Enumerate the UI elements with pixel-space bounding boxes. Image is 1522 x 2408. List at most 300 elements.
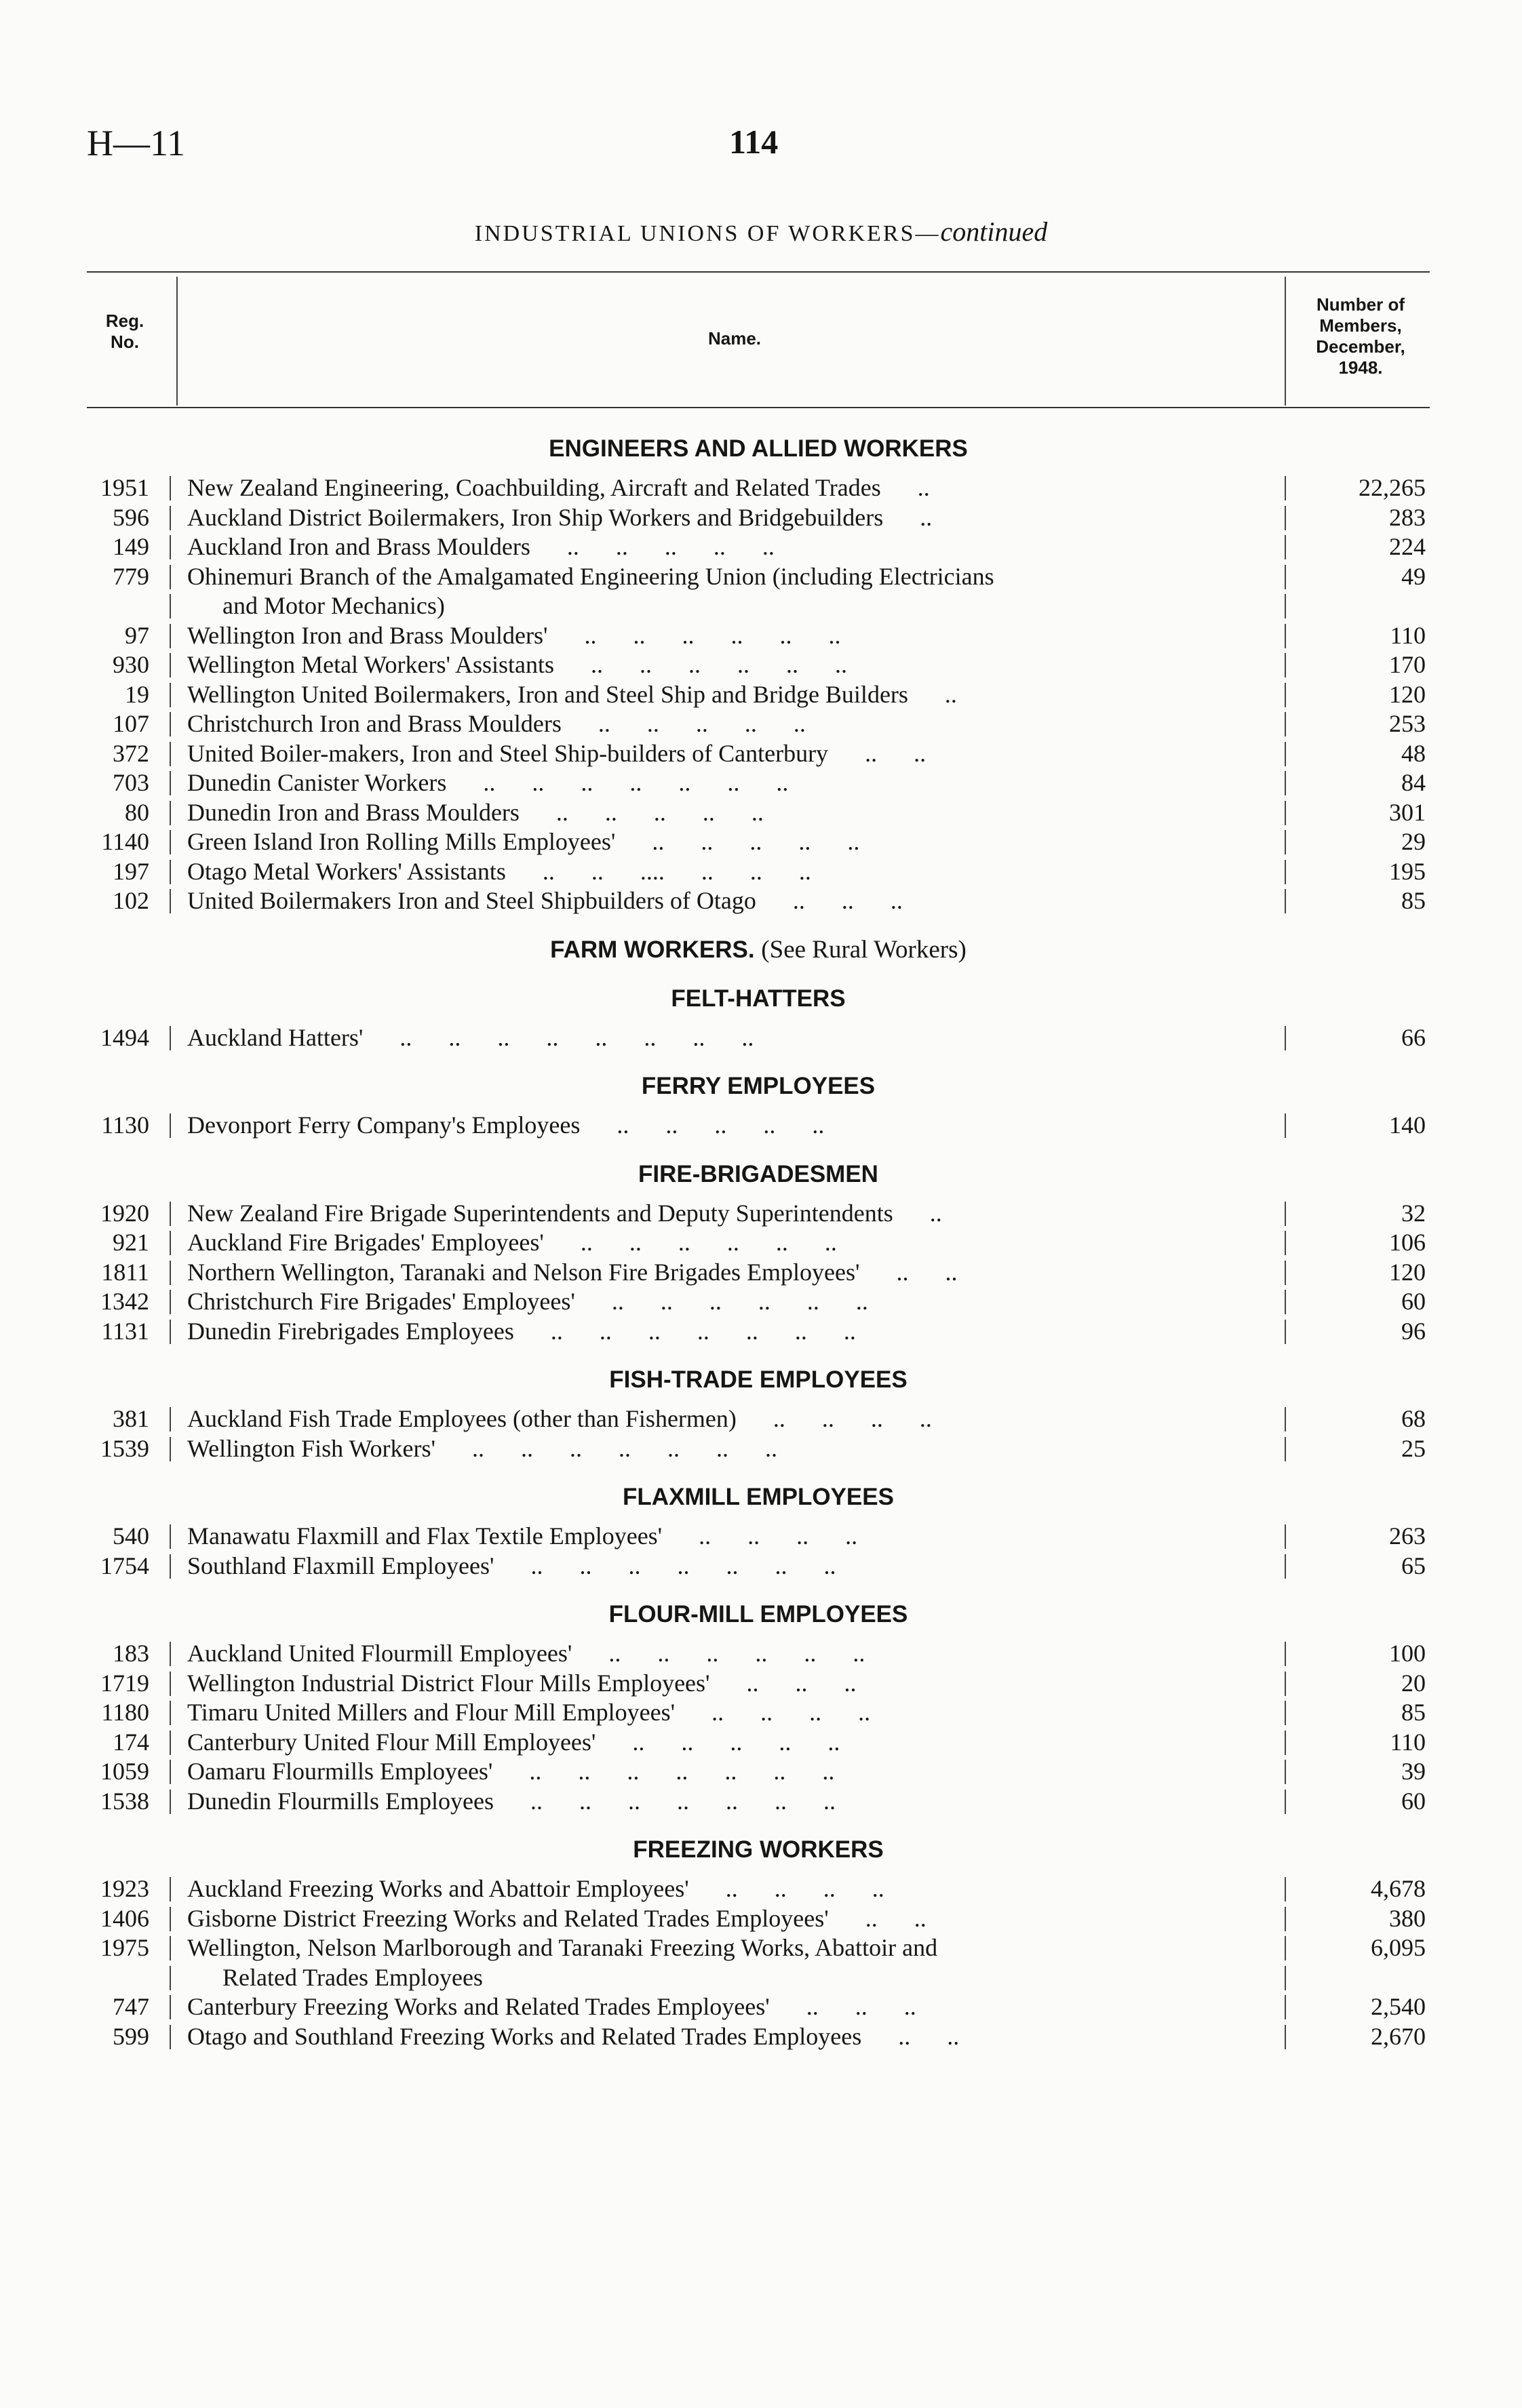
row-divider-right — [1285, 860, 1286, 884]
union-name — [187, 650, 1272, 680]
reg-number: 1811 — [101, 1258, 149, 1286]
column-header-reg-no — [87, 311, 163, 353]
table-header-rule — [87, 407, 1430, 408]
union-name-text: Dunedin Flourmills Employees — [187, 1787, 494, 1815]
member-count: 85 — [1401, 887, 1426, 914]
leader-dots: .. .. .. .. .. — [598, 710, 806, 737]
union-name-text: Devonport Ferry Company's Employees — [187, 1111, 581, 1139]
row-divider-left — [170, 1113, 171, 1138]
member-count: 68 — [1401, 1405, 1426, 1432]
section-subtitle: (See Rural Workers) — [761, 935, 967, 964]
member-count: 380 — [1389, 1904, 1426, 1932]
row-divider-left — [170, 1966, 171, 1990]
row-divider-left — [170, 476, 171, 500]
row-divider-left — [170, 1407, 171, 1432]
row-divider-left — [170, 860, 171, 884]
union-name-text: Wellington United Boilermakers, Iron and Steel Ship and Bridge Builders — [187, 680, 908, 708]
union-name — [187, 1434, 1272, 1464]
member-count: 60 — [1401, 1787, 1426, 1815]
leader-dots: .. .. .. .. .. .. .. — [529, 1758, 835, 1785]
union-name-text: Dunedin Iron and Brass Moulders — [187, 798, 520, 826]
row-divider-left — [170, 1320, 171, 1344]
union-name — [187, 857, 1272, 887]
leader-dots: .. .. .. .. — [773, 1405, 932, 1432]
table-row — [87, 739, 1430, 769]
leader-dots: .. .. .. .. .. .. .. — [483, 769, 789, 796]
member-count: 60 — [1401, 1288, 1426, 1315]
table-row — [87, 798, 1430, 828]
row-divider-left — [170, 1524, 171, 1549]
leader-dots: .. .. .... .. .. .. — [542, 857, 811, 885]
union-name-text: Wellington Fish Workers' — [187, 1434, 436, 1462]
union-name-text: Auckland Fish Trade Employees (other than Fishermen) — [187, 1405, 737, 1432]
row-divider-right — [1285, 1966, 1286, 1990]
member-count: 20 — [1401, 1669, 1426, 1697]
table-top-rule — [87, 271, 1430, 273]
section-title-text: FIRE-BRIGADESMEN — [638, 1160, 878, 1187]
row-divider-left — [170, 1731, 171, 1755]
table-row — [87, 1639, 1430, 1669]
leader-dots: .. .. .. .. .. .. — [590, 651, 847, 678]
member-count: 6,095 — [1371, 1934, 1426, 1961]
table-row — [87, 827, 1430, 857]
reg-number: 1130 — [101, 1111, 149, 1139]
section-title-text: FERRY EMPLOYEES — [641, 1073, 876, 1099]
column-header-members — [1293, 294, 1428, 378]
table-row — [87, 1317, 1430, 1347]
row-divider-left — [170, 624, 171, 648]
row-divider-right — [1285, 1437, 1286, 1461]
member-count: 25 — [1401, 1434, 1426, 1462]
section-title — [87, 984, 1430, 1014]
union-name-text: New Zealand Engineering, Coachbuilding, Aircraft and Related Trades — [187, 474, 881, 501]
column-header-members-line4: 1948. — [1338, 357, 1383, 378]
union-name — [187, 1904, 1272, 1934]
leader-dots: .. .. .. — [746, 1669, 857, 1697]
member-count: 224 — [1389, 533, 1426, 560]
reg-number: 102 — [113, 887, 149, 914]
row-divider-left — [170, 1760, 171, 1784]
table-row — [87, 1728, 1430, 1758]
row-divider-left — [170, 1202, 171, 1226]
table-row — [87, 621, 1430, 651]
row-divider-right — [1285, 535, 1286, 559]
leader-dots: .. .. .. .. .. .. .. — [530, 1552, 836, 1579]
member-count: 85 — [1401, 1699, 1426, 1726]
row-divider-right — [1285, 1642, 1286, 1666]
union-name — [187, 1404, 1272, 1434]
leader-dots: .. — [917, 474, 930, 501]
section-title-text: FLAXMILL EMPLOYEES — [623, 1484, 894, 1510]
reg-number: 1494 — [100, 1023, 149, 1051]
row-divider-left — [170, 1790, 171, 1814]
leader-dots: .. — [929, 1199, 942, 1227]
reg-number: 372 — [113, 739, 149, 767]
column-header-members-line2: Members, — [1319, 315, 1402, 336]
row-divider-left — [170, 1642, 171, 1666]
row-divider-right — [1285, 506, 1286, 530]
union-name — [187, 886, 1272, 916]
section-title — [87, 1365, 1430, 1395]
column-header-reg-line2: No. — [111, 332, 139, 352]
union-name — [187, 1639, 1272, 1669]
table-row — [87, 1404, 1430, 1434]
member-count: 120 — [1389, 680, 1426, 708]
row-divider-left — [170, 1995, 171, 2019]
section-title — [87, 1160, 1430, 1189]
row-divider-left — [170, 742, 171, 766]
member-count: 39 — [1401, 1758, 1426, 1785]
union-name — [187, 562, 1272, 592]
leader-dots: .. — [920, 503, 933, 531]
row-divider-right — [1285, 1320, 1286, 1344]
table-row — [87, 709, 1430, 739]
leader-dots: .. .. .. .. .. .. .. — [472, 1434, 778, 1462]
row-divider-right — [1285, 1936, 1286, 1960]
union-name-text: Ohinemuri Branch of the Amalgamated Engineering Union (including Electricians — [187, 562, 994, 590]
reg-number: 1754 — [100, 1552, 149, 1579]
union-name — [187, 1728, 1272, 1758]
row-divider-left — [170, 506, 171, 530]
member-count: 4,678 — [1371, 1875, 1426, 1902]
union-name-text: Oamaru Flourmills Employees' — [187, 1758, 493, 1785]
union-name — [187, 1757, 1272, 1787]
union-name — [187, 1992, 1272, 2022]
union-name-text: Wellington, Nelson Marlborough and Taranaki Freezing Works, Abattoir and — [187, 1934, 938, 1961]
union-name — [187, 827, 1272, 857]
row-divider-right — [1285, 1113, 1286, 1138]
section-title — [87, 1071, 1430, 1101]
row-divider-right — [1285, 1731, 1286, 1755]
row-divider-left — [170, 1701, 171, 1725]
table-row — [87, 768, 1430, 798]
section-title — [87, 935, 1430, 965]
union-name-text: New Zealand Fire Brigade Superintendents and Deputy Superintendents — [187, 1199, 893, 1227]
table-row — [87, 1757, 1430, 1787]
reg-number: 540 — [113, 1522, 149, 1550]
row-divider-left — [170, 2025, 171, 2049]
union-name — [187, 503, 1272, 533]
row-divider-right — [1285, 2025, 1286, 2049]
sections-container — [87, 427, 1430, 2051]
running-title — [0, 216, 1522, 248]
table-row — [87, 886, 1430, 916]
union-name — [187, 1317, 1272, 1347]
reg-number: 1059 — [100, 1758, 149, 1785]
union-name — [187, 739, 1272, 769]
section-title — [87, 434, 1430, 464]
union-name-text: Auckland Fire Brigades' Employees' — [187, 1229, 544, 1256]
row-divider-right — [1285, 1231, 1286, 1255]
reg-number: 19 — [125, 680, 149, 708]
leader-dots: .. .. .. .. .. — [617, 1111, 825, 1139]
union-name-text: Northern Wellington, Taranaki and Nelson Fire Brigades Employees' — [187, 1258, 860, 1286]
leader-dots: .. .. .. — [806, 1993, 916, 2020]
section-title — [87, 1600, 1430, 1630]
table-row — [87, 1258, 1430, 1288]
reg-number: 1951 — [100, 474, 149, 501]
member-count: 263 — [1389, 1522, 1426, 1550]
union-name-text: Canterbury Freezing Works and Related Trades Employees' — [187, 1993, 770, 2020]
row-divider-right — [1285, 683, 1286, 707]
member-count: 65 — [1401, 1552, 1426, 1579]
leader-dots: .. .. — [865, 739, 926, 767]
table-row — [87, 2022, 1430, 2052]
union-name — [187, 1933, 1272, 1963]
member-count: 283 — [1389, 503, 1426, 531]
table-row — [87, 473, 1430, 503]
row-divider-right — [1285, 712, 1286, 736]
leader-dots: .. .. .. .. .. .. .. .. — [399, 1023, 754, 1051]
row-divider-left — [170, 1026, 171, 1050]
table-row — [87, 532, 1430, 562]
row-divider-right — [1285, 1760, 1286, 1784]
table-row — [87, 1552, 1430, 1581]
reg-number: 183 — [113, 1640, 149, 1667]
leader-dots: .. .. .. .. .. .. — [608, 1640, 865, 1667]
table-row — [87, 1933, 1430, 1963]
page-number: 114 — [729, 123, 779, 161]
table-row — [87, 1669, 1430, 1699]
reg-number: 1342 — [100, 1288, 149, 1315]
unions-table — [87, 271, 1430, 2373]
member-count: 100 — [1389, 1640, 1426, 1667]
row-divider-right — [1285, 565, 1286, 589]
reg-number: 107 — [113, 710, 149, 737]
row-divider-left — [170, 1437, 171, 1461]
leader-dots: .. .. — [898, 2022, 960, 2050]
union-name-text: Auckland District Boilermakers, Iron Ship Workers and Bridgebuilders — [187, 503, 884, 531]
reg-number: 596 — [113, 503, 149, 531]
column-header-reg-line1: Reg. — [105, 311, 144, 331]
row-divider-right — [1285, 1524, 1286, 1549]
row-divider-right — [1285, 1407, 1286, 1432]
member-count: 32 — [1401, 1199, 1426, 1227]
union-name — [187, 1258, 1272, 1288]
table-row — [87, 503, 1430, 533]
table-row — [87, 1992, 1430, 2022]
member-count: 110 — [1390, 1728, 1426, 1756]
table-row — [87, 1434, 1430, 1464]
leader-dots: .. — [944, 680, 957, 708]
table-row — [87, 1874, 1430, 1904]
union-name — [187, 1698, 1272, 1728]
union-name — [187, 1287, 1272, 1317]
union-name-text: Auckland United Flourmill Employees' — [187, 1640, 572, 1667]
column-header-members-line1: Number of — [1316, 294, 1405, 315]
table-row — [87, 1904, 1430, 1934]
leader-dots: .. .. .. .. .. .. .. — [550, 1317, 856, 1345]
reg-number: 1131 — [101, 1317, 149, 1345]
member-count: 84 — [1401, 769, 1426, 796]
leader-dots: .. .. .. .. .. .. .. — [530, 1787, 836, 1815]
reg-number: 1975 — [100, 1934, 149, 1961]
member-count: 140 — [1389, 1111, 1426, 1139]
reg-number: 703 — [113, 769, 149, 796]
reg-number: 599 — [113, 2022, 149, 2050]
row-divider-right — [1285, 771, 1286, 795]
union-name — [187, 680, 1272, 710]
member-count: 48 — [1401, 739, 1426, 767]
union-name-text: Wellington Iron and Brass Moulders' — [187, 621, 548, 649]
union-name-text: Christchurch Fire Brigades' Employees' — [187, 1288, 575, 1315]
table-row — [87, 562, 1430, 592]
union-name-text: Green Island Iron Rolling Mills Employees' — [187, 828, 616, 855]
member-count: 195 — [1389, 857, 1426, 885]
leader-dots: .. .. .. — [792, 887, 903, 914]
union-name-text: Southland Flaxmill Employees' — [187, 1552, 494, 1579]
row-divider-left — [170, 1290, 171, 1314]
reg-number: 747 — [113, 1993, 149, 2020]
reg-number: 80 — [125, 798, 149, 826]
union-name-text: Canterbury United Flour Mill Employees' — [187, 1728, 596, 1756]
member-count: 120 — [1389, 1258, 1426, 1286]
row-divider-right — [1285, 476, 1286, 500]
union-name — [187, 2022, 1272, 2052]
union-name-text: Dunedin Firebrigades Employees — [187, 1317, 514, 1345]
member-count: 170 — [1389, 651, 1426, 678]
union-name-text: United Boilermakers Iron and Steel Shipbuilders of Otago — [187, 887, 756, 914]
member-count: 106 — [1389, 1229, 1426, 1256]
row-divider-left — [170, 683, 171, 707]
leader-dots: .. .. .. .. — [699, 1522, 858, 1550]
row-divider-right — [1285, 1701, 1286, 1725]
table-row — [87, 1228, 1430, 1258]
union-name — [187, 532, 1272, 562]
row-divider-left — [170, 712, 171, 736]
row-divider-left — [170, 801, 171, 825]
row-divider-right — [1285, 1290, 1286, 1314]
union-name-text: Gisborne District Freezing Works and Related Trades Employees' — [187, 1904, 829, 1932]
table-row — [87, 1023, 1430, 1053]
member-count: 66 — [1401, 1023, 1426, 1051]
reg-number: 1180 — [101, 1699, 149, 1726]
row-divider-right — [1285, 1554, 1286, 1579]
union-name — [187, 1874, 1272, 1904]
union-name-continuation: and Motor Mechanics) — [222, 592, 445, 619]
row-divider-right — [1285, 742, 1286, 766]
leader-dots: .. .. — [865, 1904, 926, 1932]
row-divider-right — [1285, 1026, 1286, 1050]
table-row — [87, 1698, 1430, 1728]
union-name — [187, 709, 1272, 739]
row-divider-right — [1285, 624, 1286, 648]
row-divider-left — [170, 1231, 171, 1255]
union-name — [187, 1199, 1272, 1229]
union-name-text: Auckland Iron and Brass Moulders — [187, 533, 530, 560]
union-name-text: Timaru United Millers and Flour Mill Employees' — [187, 1699, 676, 1726]
table-row — [87, 857, 1430, 887]
union-name-text: Auckland Hatters' — [187, 1023, 364, 1051]
leader-dots: .. .. .. .. .. .. — [580, 1229, 837, 1256]
union-name-text: Otago Metal Workers' Assistants — [187, 857, 506, 885]
row-divider-left — [170, 565, 171, 589]
row-divider-right — [1285, 1790, 1286, 1814]
reg-number: 1140 — [101, 828, 149, 855]
union-name-text: Otago and Southland Freezing Works and Related Trades Employees — [187, 2022, 862, 2050]
running-title-text: INDUSTRIAL UNIONS OF WORKERS— — [474, 221, 941, 246]
leader-dots: .. .. — [896, 1258, 958, 1286]
page-reference: H—11 — [87, 123, 185, 163]
member-count: 22,265 — [1359, 474, 1426, 501]
union-name — [187, 1552, 1272, 1581]
union-name-text: Dunedin Canister Workers — [187, 769, 447, 796]
section-title-text: FLOUR-MILL EMPLOYEES — [608, 1601, 908, 1627]
reg-number: 921 — [113, 1229, 149, 1256]
row-divider-left — [170, 889, 171, 913]
leader-dots: .. .. .. .. — [725, 1875, 884, 1902]
reg-number: 1719 — [100, 1669, 149, 1697]
reg-number: 1406 — [100, 1904, 149, 1932]
row-divider-right — [1285, 1877, 1286, 1901]
table-row — [87, 1522, 1430, 1552]
reg-number: 930 — [113, 651, 149, 678]
union-name-text: Manawatu Flaxmill and Flax Textile Employees' — [187, 1522, 663, 1550]
section-title-text: FARM WORKERS. — [550, 936, 755, 963]
row-divider-right — [1285, 1907, 1286, 1931]
union-name — [187, 1023, 1272, 1053]
reg-number: 1920 — [100, 1199, 149, 1227]
reg-number: 149 — [113, 533, 149, 560]
row-divider-left — [170, 1877, 171, 1901]
leader-dots: .. .. .. .. .. — [652, 828, 860, 855]
leader-dots: .. .. .. .. .. .. — [611, 1288, 868, 1315]
table-row — [87, 680, 1430, 710]
member-count: 301 — [1389, 798, 1426, 826]
table-row — [87, 650, 1430, 680]
reg-number: 381 — [113, 1405, 149, 1432]
row-divider-left — [170, 1907, 171, 1931]
union-name-text: Wellington Industrial District Flour Mills Employees' — [187, 1669, 710, 1697]
row-divider-left — [170, 1554, 171, 1579]
leader-dots: .. .. .. .. — [711, 1699, 871, 1726]
member-count: 2,540 — [1371, 1993, 1426, 2020]
reg-number: 1923 — [100, 1875, 149, 1902]
section-title-text: ENGINEERS AND ALLIED WORKERS — [549, 435, 968, 462]
row-divider-right — [1285, 653, 1286, 677]
member-count: 96 — [1401, 1317, 1426, 1345]
section-title-text: FREEZING WORKERS — [633, 1836, 884, 1863]
row-divider-right — [1285, 1995, 1286, 2019]
union-name — [187, 1522, 1272, 1552]
reg-number: 97 — [125, 621, 149, 649]
member-count: 253 — [1389, 710, 1426, 737]
table-row — [87, 1111, 1430, 1141]
union-name — [187, 768, 1272, 798]
union-name-text: United Boiler-makers, Iron and Steel Ship-builders of Canterbury — [187, 739, 829, 767]
union-name — [187, 1111, 1272, 1141]
reg-number: 174 — [113, 1728, 149, 1756]
member-count: 29 — [1401, 828, 1426, 855]
table-row — [87, 1787, 1430, 1817]
row-divider-right — [1285, 1672, 1286, 1696]
union-name-text: Wellington Metal Workers' Assistants — [187, 651, 554, 678]
table-row — [87, 1199, 1430, 1229]
union-name — [187, 473, 1272, 503]
row-divider-left — [170, 1261, 171, 1285]
row-divider-right — [1285, 830, 1286, 854]
union-name — [187, 1228, 1272, 1258]
leader-dots: .. .. .. .. .. — [555, 798, 764, 826]
section-title — [87, 1835, 1430, 1865]
reg-number: 197 — [113, 857, 149, 885]
row-divider-left — [170, 830, 171, 854]
row-divider-right — [1285, 594, 1286, 618]
union-name — [187, 1787, 1272, 1817]
leader-dots: .. .. .. .. .. — [566, 533, 775, 560]
union-name — [187, 621, 1272, 651]
header-divider-left — [176, 277, 178, 406]
